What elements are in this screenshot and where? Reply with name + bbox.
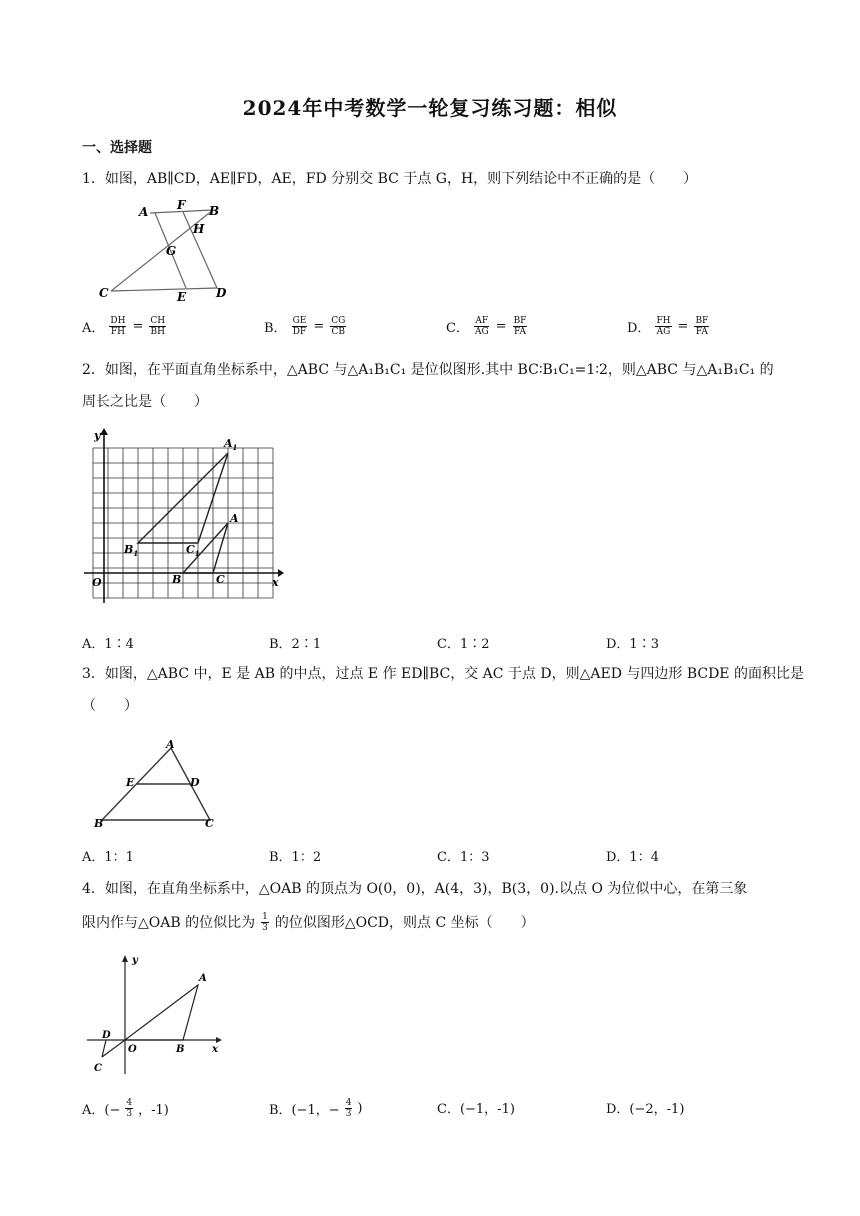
q4-line-2-start: 限内作与△OAB 的位似比为 xyxy=(82,914,256,931)
q3-option-d[interactable]: D．1：4 xyxy=(606,850,659,865)
question-2-figure xyxy=(80,425,285,610)
q1-label-h: H xyxy=(193,222,205,236)
q4-option-b[interactable]: B．(−1，− $\frac{4}{3}$ ) xyxy=(269,1098,363,1119)
q4-line-2-end: 的位似图形△OCD，则点 C 坐标（ ） xyxy=(274,914,535,931)
q3-option-c[interactable]: C．1：3 xyxy=(437,850,490,865)
q2-option-c[interactable]: C．1∶2 xyxy=(437,637,490,652)
question-4-figure xyxy=(82,952,227,1080)
q2-label-o: O xyxy=(92,576,102,589)
q4-label-x: x xyxy=(212,1044,218,1055)
q2-label-c: C xyxy=(216,573,225,586)
q1-label-e: E xyxy=(177,290,187,304)
q1-option-c-frac2: $\frac{BF}{FA}$ xyxy=(513,316,527,337)
q1-option-c[interactable]: C． $\frac{AF}{AG}$ = $\frac{BF}{FA}$ xyxy=(446,316,527,337)
q1-option-a-frac2: $\frac{CH}{BH}$ xyxy=(150,316,166,337)
q3-label-e: E xyxy=(126,776,135,789)
q1-option-a-frac1: $\frac{DH}{FH}$ xyxy=(110,316,126,337)
question-1-text: 1．如图，AB∥CD，AE∥FD，AE，FD 分别交 BC 于点 G，H，则下列结论中不正确的是（ ） xyxy=(82,171,698,187)
q4-label-a: A xyxy=(199,973,207,984)
q2-option-b[interactable]: B．2∶1 xyxy=(269,637,322,652)
q3-label-c: C xyxy=(205,817,214,830)
q2-label-a1: $A_1$ xyxy=(224,437,238,452)
q1-option-b-frac2: $\frac{CG}{CB}$ xyxy=(331,316,346,337)
question-3-figure xyxy=(88,732,218,832)
q4-label-o: O xyxy=(128,1044,137,1055)
q2-label-b1: $B_1$ xyxy=(124,543,139,558)
q1-option-c-key: C． xyxy=(446,321,469,336)
q2-label-c1: $C_1$ xyxy=(186,543,200,558)
question-2-line-2: 周长之比是（ ） xyxy=(82,394,208,410)
q1-option-b-frac1: $\frac{GE}{DF}$ xyxy=(292,316,307,337)
q1-option-b[interactable]: B． $\frac{GE}{DF}$ = $\frac{CG}{CB}$ xyxy=(264,316,346,337)
section-heading: 一、选择题 xyxy=(82,140,152,156)
q1-label-b: B xyxy=(209,204,220,218)
q1-option-b-key: B． xyxy=(264,321,287,336)
q4-label-d: D xyxy=(102,1030,111,1041)
q2-label-a: A xyxy=(230,512,239,525)
q3-label-d: D xyxy=(190,776,200,789)
q4-option-a[interactable]: A．(− $\frac{4}{3}$ ，-1) xyxy=(82,1098,169,1119)
q4-ratio-fraction: $\frac{1}{3}$ xyxy=(262,912,268,933)
q1-option-a[interactable]: A． $\frac{DH}{FH}$ = $\frac{CH}{BH}$ xyxy=(82,316,166,337)
q4-label-b: B xyxy=(176,1044,185,1055)
page-title: 2024年中考数学一轮复习练习题：相似 xyxy=(242,96,618,120)
q4-option-c[interactable]: C．(−1，-1) xyxy=(437,1102,515,1117)
question-3-line-1: 3．如图，△ABC 中，E 是 AB 的中点，过点 E 作 ED∥BC，交 AC 于点 D，则△AED 与四边形 BCDE 的面积比是 xyxy=(82,666,804,682)
question-1-figure xyxy=(95,196,240,304)
q4-option-a-fraction: $\frac{4}{3}$ xyxy=(126,1098,133,1119)
question-2-line-1: 2．如图，在平面直角坐标系中，△ABC 与△A₁B₁C₁ 是位似图形.其中 BC∶B₁C₁=1∶2，则△ABC 与△A₁B₁C₁ 的 xyxy=(82,362,774,378)
q1-label-c: C xyxy=(99,286,109,300)
q2-option-a[interactable]: A．1∶4 xyxy=(82,637,134,652)
q1-option-d[interactable]: D． $\frac{FH}{AG}$ = $\frac{BF}{FA}$ xyxy=(627,316,709,337)
question-4-line-2 xyxy=(82,912,535,933)
q1-option-d-frac1: $\frac{FH}{AG}$ xyxy=(656,316,671,337)
q4-label-y: y xyxy=(132,955,138,966)
q1-option-d-frac2: $\frac{BF}{FA}$ xyxy=(695,316,709,337)
q1-option-a-key: A． xyxy=(82,321,105,336)
question-4-line-1: 4．如图，在直角坐标系中，△OAB 的顶点为 O(0，0)，A(4，3)，B(3，0).以点 O 为位似中心，在第三象 xyxy=(82,881,748,897)
q4-label-c: C xyxy=(94,1063,102,1074)
q2-label-x: x xyxy=(272,576,279,589)
q1-label-d: D xyxy=(216,286,227,300)
q2-label-b: B xyxy=(172,573,182,586)
q1-label-g: G xyxy=(166,244,177,258)
q3-label-a: A xyxy=(166,738,175,751)
q4-option-d[interactable]: D．(−2，-1) xyxy=(606,1102,685,1117)
q2-label-y: y xyxy=(94,429,101,442)
q4-option-b-fraction: $\frac{4}{3}$ xyxy=(345,1098,352,1119)
q1-option-c-frac1: $\frac{AF}{AG}$ xyxy=(474,316,489,337)
q3-option-a[interactable]: A．1：1 xyxy=(82,850,134,865)
q3-label-b: B xyxy=(94,817,104,830)
q1-option-d-key: D． xyxy=(627,321,651,336)
q3-option-b[interactable]: B．1：2 xyxy=(269,850,322,865)
q2-option-d[interactable]: D．1∶3 xyxy=(606,637,659,652)
q1-label-a: A xyxy=(139,205,149,219)
question-3-line-2: （ ） xyxy=(82,698,138,714)
q1-label-f: F xyxy=(177,198,186,212)
